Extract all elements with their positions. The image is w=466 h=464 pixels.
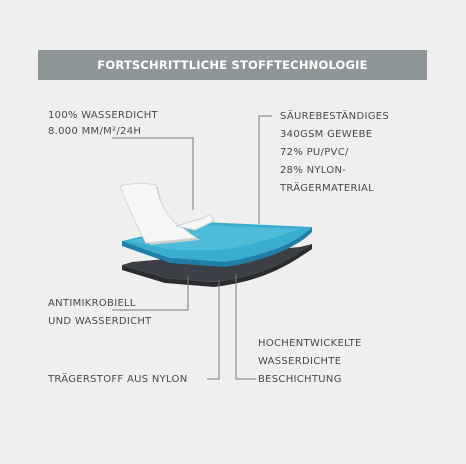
label-antimicrobial: ANTIMIKROBIELL UND WASSERDICHT [48, 298, 152, 327]
leader-nylon-base [207, 280, 219, 379]
peeled-flap [120, 183, 196, 243]
label-nylon-base: TRÄGERSTOFF AUS NYLON [48, 374, 188, 385]
leader-coating [236, 274, 256, 379]
label-acid-resistant: SÄUREBESTÄNDIGES 340GSM GEWEBE 72% PU/PVC/ 28% NYLON- TRÄGERMATERIAL [280, 111, 390, 194]
title-text: FORTSCHRITTLICHE STOFFTECHNOLOGIE [97, 58, 368, 72]
leader-acid-resistant [259, 116, 272, 224]
label-waterproof: 100% WASSERDICHT 8.000 MM/M²/24H [48, 110, 158, 137]
label-coating: HOCHENTWICKELTE WASSERDICHTE BESCHICHTUNG [258, 338, 362, 385]
